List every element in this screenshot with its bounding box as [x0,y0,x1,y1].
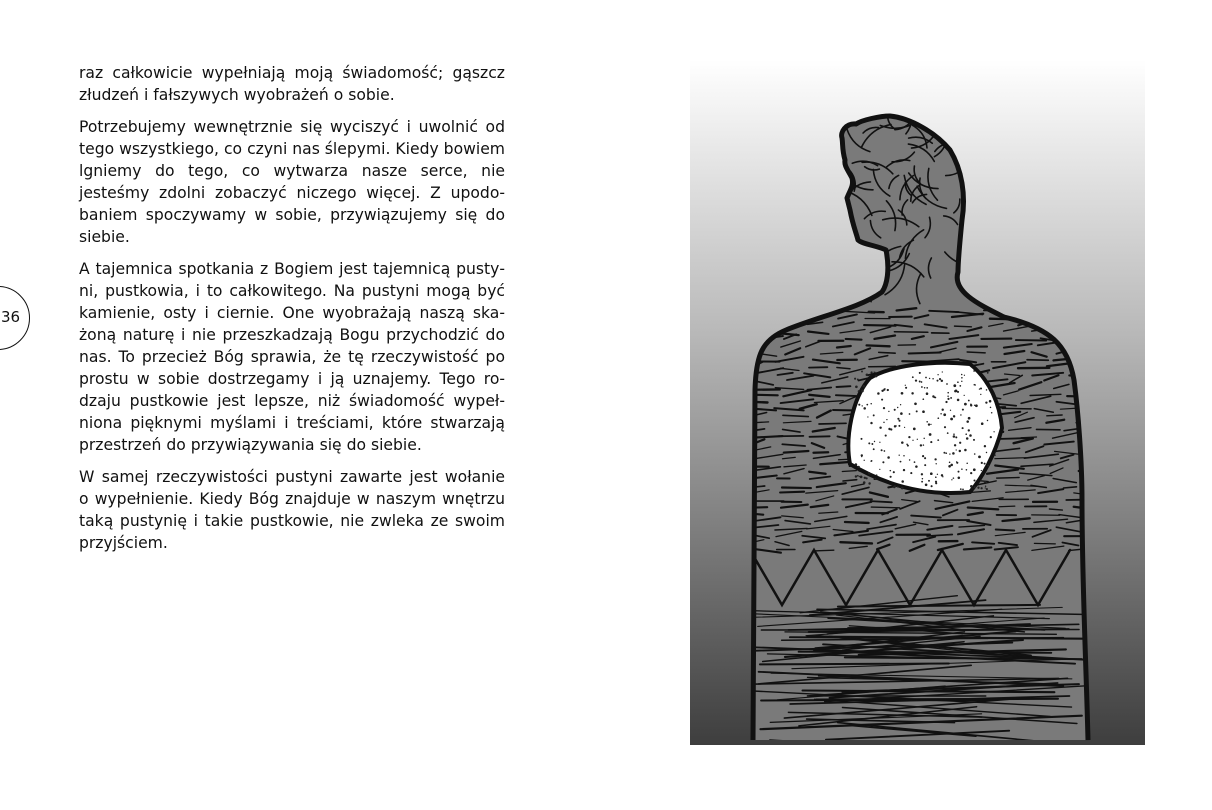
paragraph-4: W samej rzeczywistości pustyni zawarte jest wołanie o wypełnienie. Kiedy Bóg znajduje w naszym wnętrzu taką pustynię i takie pustkowie, nie zwleka ze swoim przyjściem. [79,468,505,552]
heart-stone [848,363,1002,493]
body-text [79,62,505,564]
figure-illustration-svg [690,60,1145,745]
paragraph-3: A tajemnica spotkania z Bogiem jest tajemnicą pustyni, pustkowia, i to całkowitego. Na pustyni mogą być kamienie, osty i ciernie. One wyobrażają naszą skażoną naturę i nie przeszkadzają Bogu przychodzić do nas. To przecież Bóg sprawia, że tę rzeczywistość po prostu w sobie dostrzegamy i ją uznajemy. Tego rodzaju pustkowie jest lepsze, niż świadomość wypełniona pięknymi myślami i treściami, które stwarzają przestrzeń do przywiązywania się do siebie. [79,260,505,454]
figure-illustration [690,60,1145,745]
paragraph-2: Potrzebujemy wewnętrznie się wyciszyć i uwolnić od tego wszystkiego, co czyni nas ślepymi. Kiedy bowiem lgniemy do tego, co wytwarza nasze serce, nie jesteśmy zdolni zobaczyć niczego więcej. Z upodobaniem spoczywamy w sobie, przywiązujemy się do siebie. [79,118,505,246]
paragraph-1: raz całkowicie wypełniają moją świadomość; gąszcz złudzeń i fałszywych wyobrażeń o sobie. [79,64,505,104]
page-number: 36 [1,308,21,326]
